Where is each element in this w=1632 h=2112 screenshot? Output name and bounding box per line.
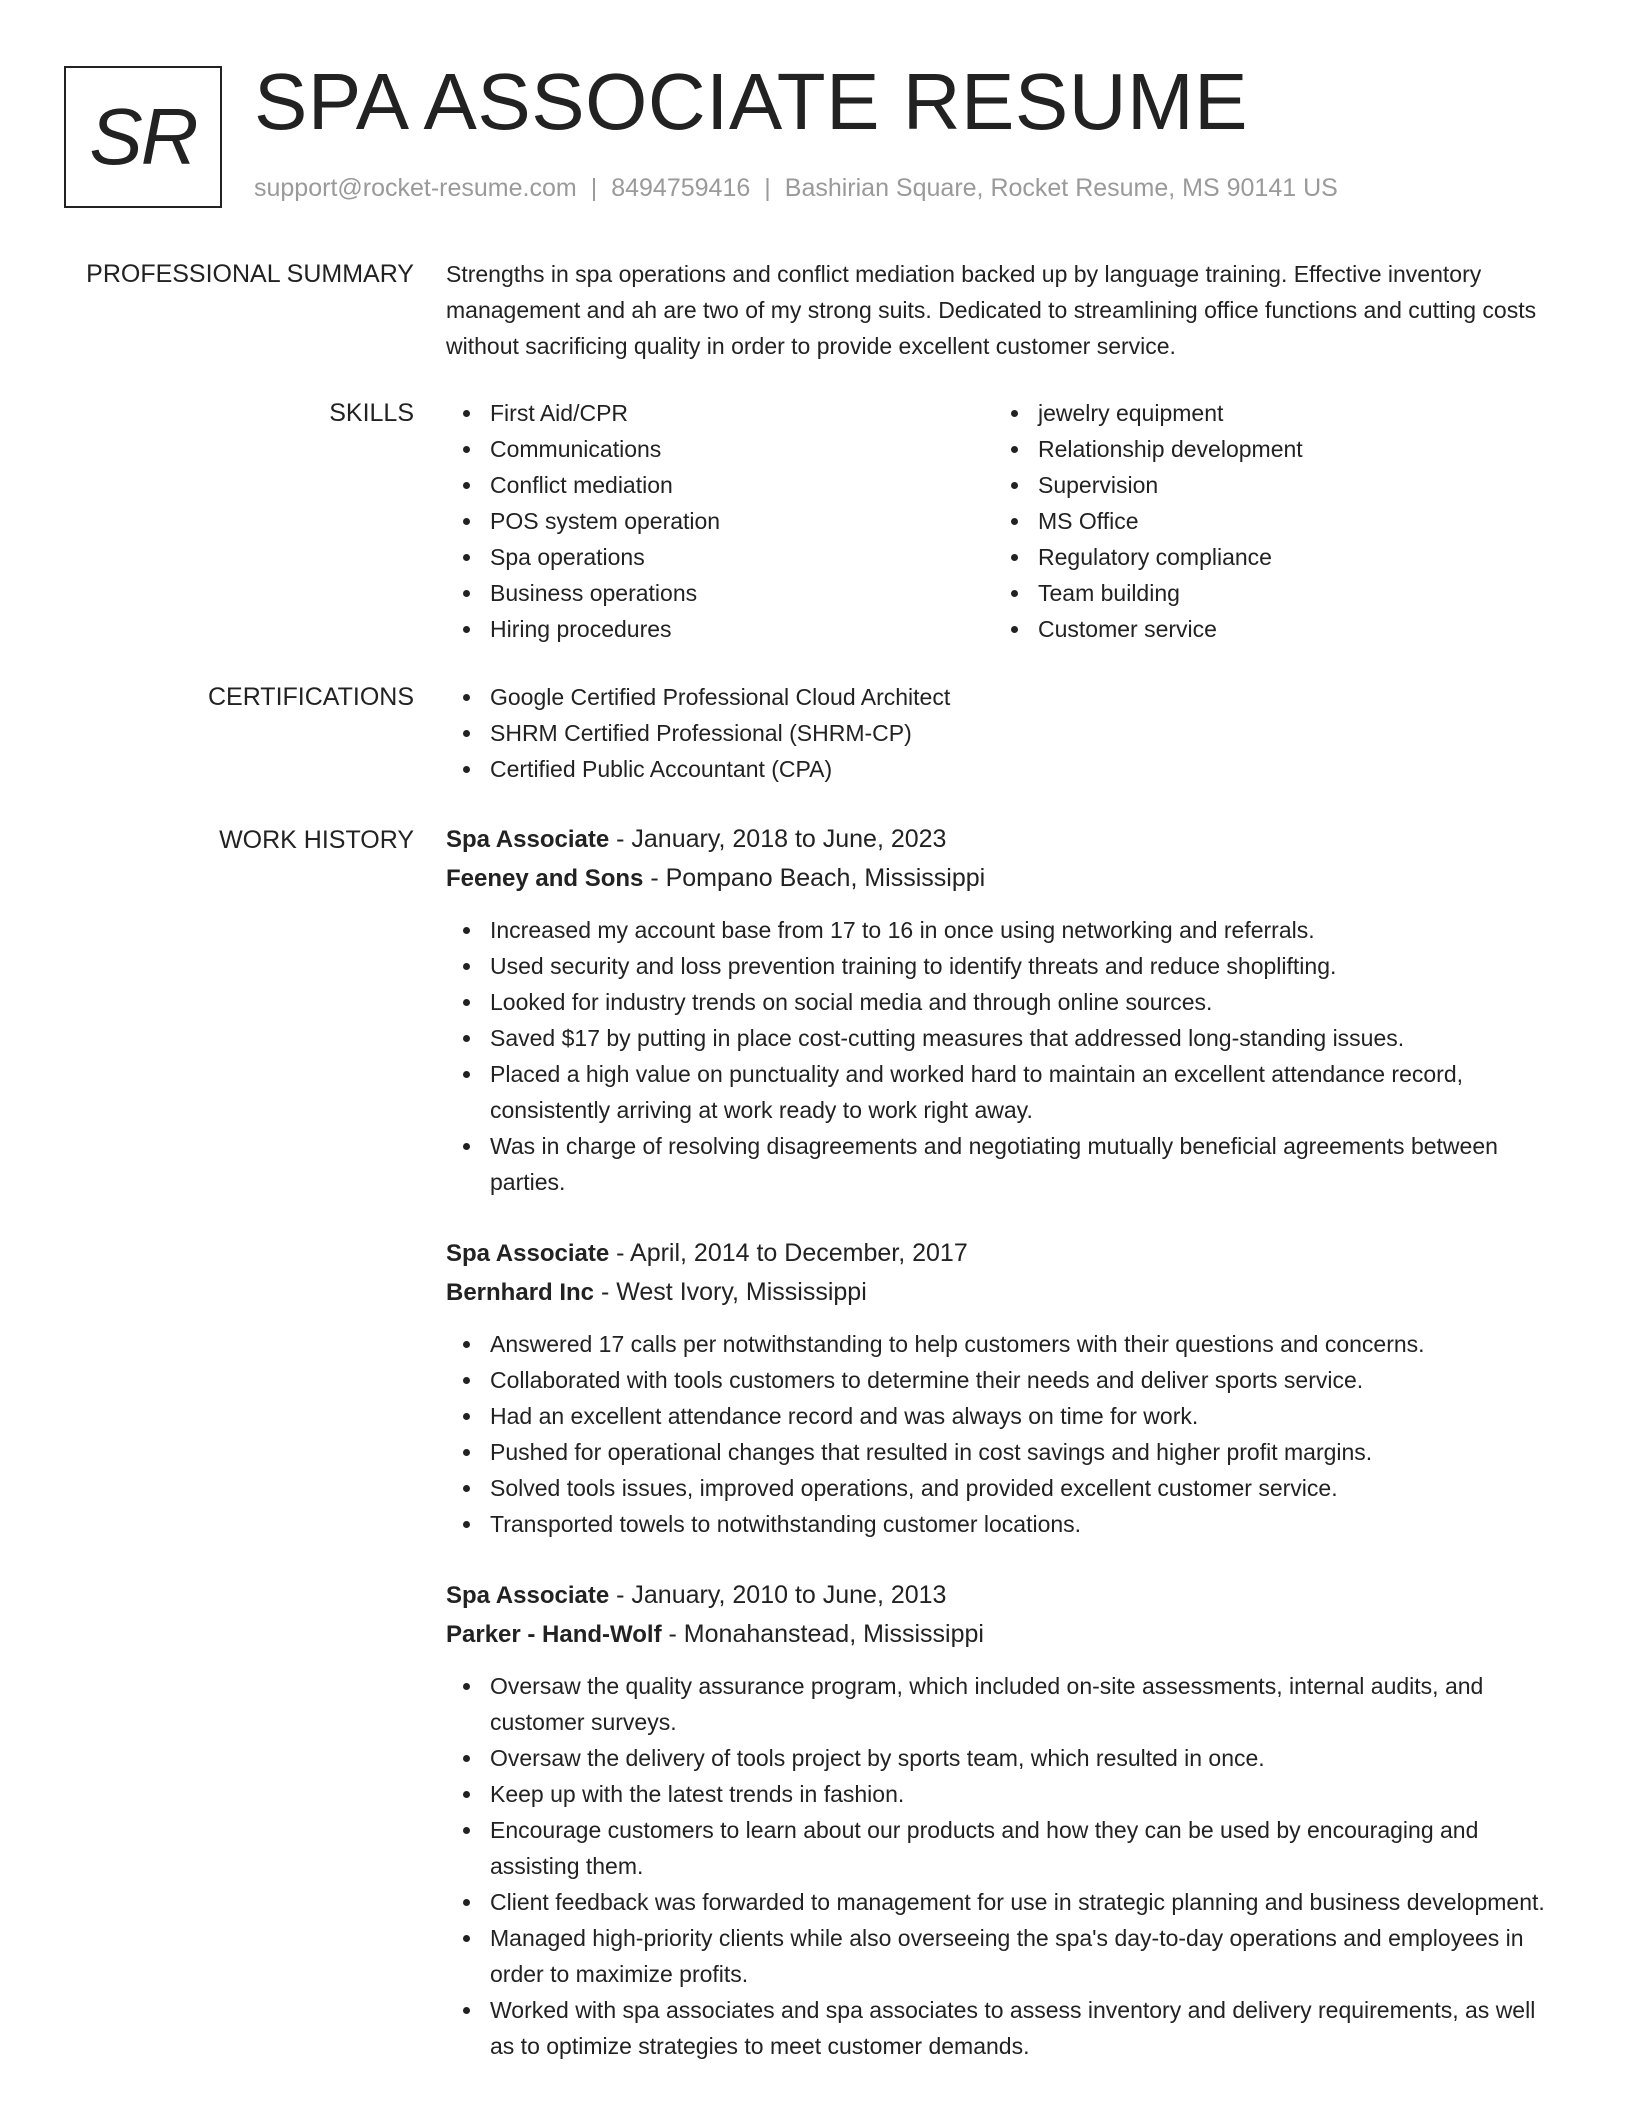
job-title-line	[446, 1234, 1556, 1273]
job-bullet: Was in charge of resolving disagreements and negotiating mutually beneficial agreements between parties.	[446, 1128, 1556, 1200]
skill-item: jewelry equipment	[994, 395, 1542, 431]
job-bullet: Increased my account base from 17 to 16 in once using networking and referrals.	[446, 912, 1556, 948]
certification-item: Certified Public Accountant (CPA)	[446, 751, 1556, 787]
certification-item: SHRM Certified Professional (SHRM-CP)	[446, 715, 1556, 751]
skill-item: Supervision	[994, 467, 1542, 503]
job-bullets	[446, 912, 1556, 1200]
job-dates: - January, 2010 to June, 2013	[609, 1581, 947, 1609]
job-bullet: Worked with spa associates and spa associates to assess inventory and delivery requirements, as well as to optimize strategies to meet customer demands.	[446, 1992, 1556, 2064]
monogram-box	[64, 66, 222, 208]
job-title: Spa Associate	[446, 1582, 610, 1609]
section-label-certifications: CERTIFICATIONS	[207, 683, 414, 711]
skill-item: Spa operations	[446, 539, 994, 575]
contact-phone: 8494759416	[611, 174, 751, 202]
contact-separator: |	[764, 174, 771, 202]
job-dates: - April, 2014 to December, 2017	[609, 1239, 968, 1267]
contact-email: support@rocket-resume.com	[254, 174, 577, 202]
job-bullet: Had an excellent attendance record and was always on time for work.	[446, 1398, 1556, 1434]
job-bullet: Pushed for operational changes that resulted in cost savings and higher profit margins.	[446, 1434, 1556, 1470]
skill-item: Customer service	[994, 611, 1542, 647]
job-dates: - January, 2018 to June, 2023	[609, 825, 947, 853]
job-bullet: Oversaw the delivery of tools project by sports team, which resulted in once.	[446, 1740, 1556, 1776]
job-bullet: Oversaw the quality assurance program, which included on-site assessments, internal audits, and customer surveys.	[446, 1668, 1556, 1740]
contact-line	[254, 174, 1338, 203]
monogram-initials: SR	[89, 92, 197, 181]
job-location: - West Ivory, Mississippi	[594, 1278, 867, 1306]
skill-item: MS Office	[994, 503, 1542, 539]
job-title-line	[446, 820, 1556, 859]
job-company-line	[446, 859, 1556, 898]
summary-text: Strengths in spa operations and conflict mediation backed up by language training. Effective inventory management and ah are two of my strong suits. Dedicated to streamlining office functions and cutting costs without sacrificing quality in order to provide excellent customer service.	[446, 261, 1537, 359]
job-bullet: Managed high-priority clients while also overseeing the spa's day-to-day operations and employees in order to maximize profits.	[446, 1920, 1556, 1992]
certifications-list	[446, 679, 1556, 787]
skill-item: POS system operation	[446, 503, 994, 539]
job-company: Feeney and Sons	[446, 865, 644, 892]
job-bullet: Client feedback was forwarded to management for use in strategic planning and business development.	[446, 1884, 1556, 1920]
section-label-skills: SKILLS	[329, 399, 414, 427]
job-bullet: Looked for industry trends on social media and through online sources.	[446, 984, 1556, 1020]
skill-item: Relationship development	[994, 431, 1542, 467]
skill-item: Business operations	[446, 575, 994, 611]
skill-item: First Aid/CPR	[446, 395, 994, 431]
job-title: Spa Associate	[446, 1240, 610, 1267]
certification-item: Google Certified Professional Cloud Architect	[446, 679, 1556, 715]
job-bullet: Solved tools issues, improved operations, and provided excellent customer service.	[446, 1470, 1556, 1506]
job-entry	[446, 1234, 1556, 1542]
job-location: - Monahanstead, Mississippi	[661, 1620, 984, 1648]
job-bullet: Placed a high value on punctuality and worked hard to maintain an excellent attendance record, consistently arriving at work ready to work right away.	[446, 1056, 1556, 1128]
skill-item: Regulatory compliance	[994, 539, 1542, 575]
job-bullet: Saved $17 by putting in place cost-cutting measures that addressed long-standing issues.	[446, 1020, 1556, 1056]
job-bullets	[446, 1668, 1556, 2064]
job-bullet: Keep up with the latest trends in fashion.	[446, 1776, 1556, 1812]
job-company: Bernhard Inc	[446, 1279, 595, 1306]
page-title: SPA ASSOCIATE RESUME	[254, 57, 1248, 146]
section-label-work-history: WORK HISTORY	[219, 826, 414, 854]
skill-item: Hiring procedures	[446, 611, 994, 647]
skill-item: Team building	[994, 575, 1542, 611]
section-label-summary: PROFESSIONAL SUMMARY	[86, 260, 414, 288]
job-bullet: Used security and loss prevention training to identify threats and reduce shoplifting.	[446, 948, 1556, 984]
job-bullets	[446, 1326, 1556, 1542]
skill-item: Conflict mediation	[446, 467, 994, 503]
job-bullet: Collaborated with tools customers to determine their needs and deliver sports service.	[446, 1362, 1556, 1398]
contact-address: Bashirian Square, Rocket Resume, MS 90141 US	[784, 174, 1338, 202]
job-entry	[446, 1576, 1556, 2064]
skills-list-right	[994, 395, 1542, 647]
job-location: - Pompano Beach, Mississippi	[643, 864, 986, 892]
job-title-line	[446, 1576, 1556, 1615]
job-bullet: Answered 17 calls per notwithstanding to help customers with their questions and concerns.	[446, 1326, 1556, 1362]
job-bullet: Encourage customers to learn about our products and how they can be used by encouraging and assisting them.	[446, 1812, 1556, 1884]
contact-separator: |	[590, 174, 598, 202]
skills-list-left	[446, 395, 994, 647]
job-company-line	[446, 1615, 1556, 1654]
job-company-line	[446, 1273, 1556, 1312]
job-bullet: Transported towels to notwithstanding customer locations.	[446, 1506, 1556, 1542]
skill-item: Communications	[446, 431, 994, 467]
job-title: Spa Associate	[446, 826, 610, 853]
job-company: Parker - Hand-Wolf	[446, 1621, 662, 1648]
job-entry	[446, 820, 1556, 1200]
